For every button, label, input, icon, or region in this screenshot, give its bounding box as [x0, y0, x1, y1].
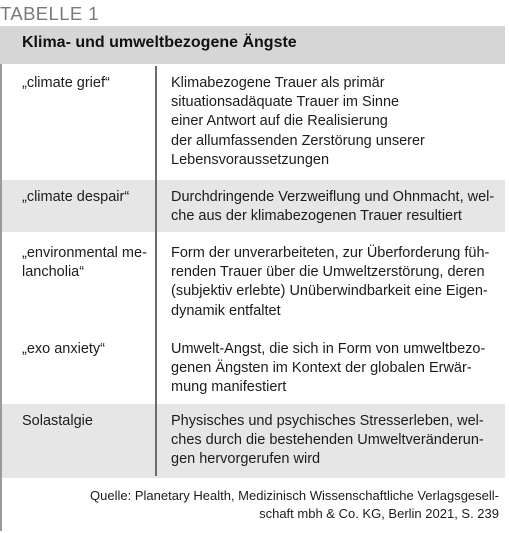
definition-line: (subjektiv erlebte) Unüberwindbarkeit eine Eigen-: [171, 283, 488, 300]
term-line: Solastalgie: [22, 413, 93, 429]
source-line: schaft mbh & Co. KG, Berlin 2021, S. 239: [259, 506, 499, 521]
term-cell: [22, 74, 157, 93]
table-header: [0, 26, 505, 64]
definition-line: situationsadäquate Trauer im Sinne: [171, 94, 400, 111]
term-line: „climate grief“: [22, 75, 110, 91]
term-cell: [22, 244, 157, 282]
term-line: „climate despair“: [22, 189, 130, 205]
column-divider: [155, 66, 157, 476]
definition-line: ches durch die bestehenden Umweltveränderun-: [171, 432, 484, 449]
definition-line: der allumfassenden Zerstörung unserer: [171, 132, 425, 149]
definition-line: Umwelt-Angst, die sich in Form von umweltbezo-: [171, 341, 486, 357]
definition-cell: [171, 412, 501, 470]
definition-line: che aus der klimabezogenen Trauer resultiert: [171, 208, 462, 225]
definition-line: renden Trauer über die Umweltzerstörung, deren: [171, 264, 485, 281]
definition-line: Form der unverarbeiteten, zur Überforderung füh-: [171, 245, 490, 261]
source-line: Quelle: Planetary Health, Medizinisch Wissenschaftliche Verlagsgesell-: [90, 488, 499, 503]
term-cell: [22, 340, 157, 359]
definition-line: gen hervorgerufen wird: [171, 451, 321, 468]
term-line: lancholia“: [22, 264, 85, 280]
table-row-exo-anxiety: [2, 332, 505, 402]
table-number-label: TABELLE 1: [0, 3, 99, 24]
definition-line: Klimabezogene Trauer als primär: [171, 75, 385, 91]
table-row-climate-grief: [2, 64, 505, 176]
term-cell: [22, 188, 157, 207]
definition-line: Durchdringende Verzweiflung und Ohnmacht, wel-: [171, 189, 495, 205]
table-row-climate-despair: [2, 180, 505, 232]
table-title: Klima- und umweltbezogene Ängste: [22, 34, 297, 51]
definition-cell: [171, 340, 501, 398]
table-row-environmental-melancholia: [2, 236, 505, 330]
term-cell: [22, 412, 157, 431]
definition-line: mung manifestiert: [171, 379, 287, 396]
definition-cell: [171, 244, 501, 321]
definition-line: Physisches und psychisches Stresserleben, wel-: [171, 413, 484, 429]
definition-line: Lebensvoraussetzungen: [171, 151, 330, 168]
term-line: „exo anxiety“: [22, 341, 106, 357]
source-citation: [19, 487, 499, 523]
definition-cell: [171, 188, 501, 226]
definition-line: dynamik entfaltet: [171, 302, 281, 319]
table-row-solastalgie: [2, 404, 505, 478]
definition-cell: [171, 74, 501, 170]
definition-line: genen Ängsten im Kontext der globalen Erwär-: [171, 360, 472, 377]
definition-line: einer Antwort auf die Realisierung: [171, 113, 388, 130]
term-line: „environmental me-: [22, 245, 147, 261]
